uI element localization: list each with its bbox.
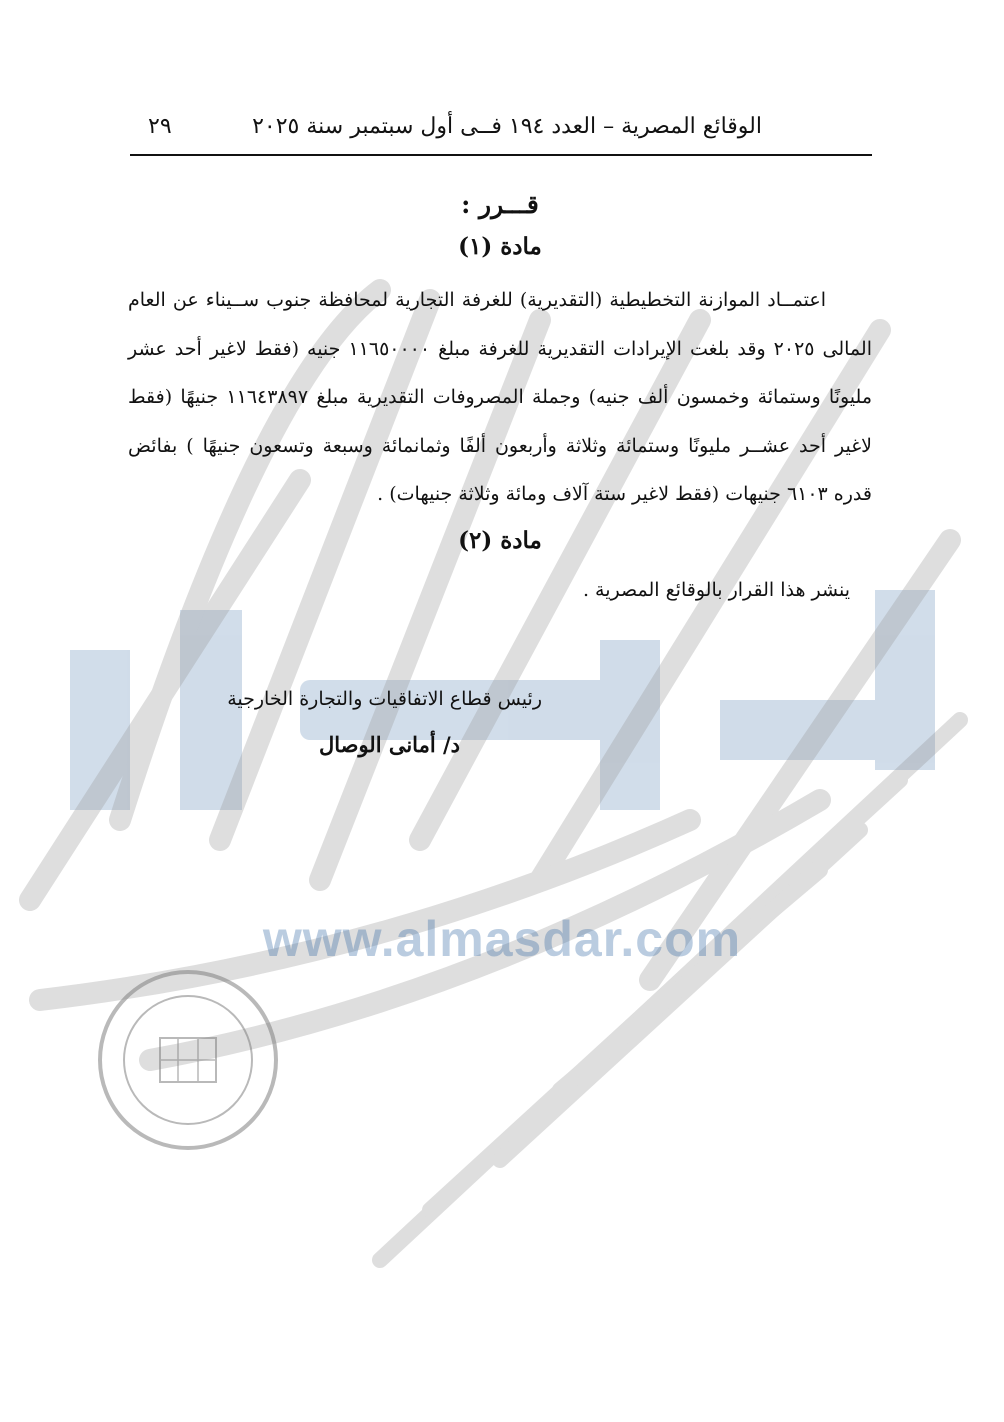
article-1-line: ومائة وثلاثة جنيهات) . — [377, 483, 547, 505]
article-1-text — [128, 276, 872, 519]
decision-body — [128, 190, 872, 608]
article-1-line: وثمانمائة وسبعة وتسعون جنيهًا ) بفائض قدره ٦١٠٣ جنيهات (فقط لاغير ستة آلاف — [128, 434, 872, 505]
page-number: ٢٩ — [148, 114, 172, 139]
signature-block — [227, 688, 542, 757]
page-header — [130, 110, 872, 156]
article-1-line: عن العام المالى ٢٠٢٥ وقد بلغت الإيرادات التقديرية للغرفة مبلغ ١١٦٥٠٠٠٠ جنيه — [128, 289, 872, 360]
article-1-line: (فقط لاغير أحد عشر مليونًا وستمائة وخمسون ألف جنيه) وجملة المصروفات التقديرية — [128, 337, 873, 408]
ministry-seal-icon — [88, 960, 288, 1160]
article-2-text: ينشر هذا القرار بالوقائع المصرية . — [582, 578, 850, 601]
decision-heading: قـــرر : — [461, 190, 539, 219]
article-1-heading: مادة (١) — [458, 233, 542, 260]
header-divider — [130, 154, 872, 156]
signer-name: د/ أمانى الوصال — [318, 732, 460, 757]
gazette-issue-title: الوقائع المصرية – العدد ١٩٤ فــى أول سبتمبر سنة ٢٠٢٥ — [252, 114, 762, 139]
article-1-line: مبلغ ١١٦٤٣٨٩٧ جنيهًا (فقط لاغير أحد عشــر مليونًا وستمائة وثلاثة وأربعون ألفًا — [128, 386, 872, 457]
signer-title: رئيس قطاع الاتفاقيات والتجارة الخارجية — [227, 688, 542, 710]
article-1-line: اعتمــاد الموازنة التخطيطية (التقديرية) للغرفة التجارية لمحافظة جنوب ســيناء — [205, 289, 826, 311]
watermark-url: www.almasdar.com — [262, 911, 742, 967]
article-2-heading: مادة (٢) — [458, 526, 542, 554]
